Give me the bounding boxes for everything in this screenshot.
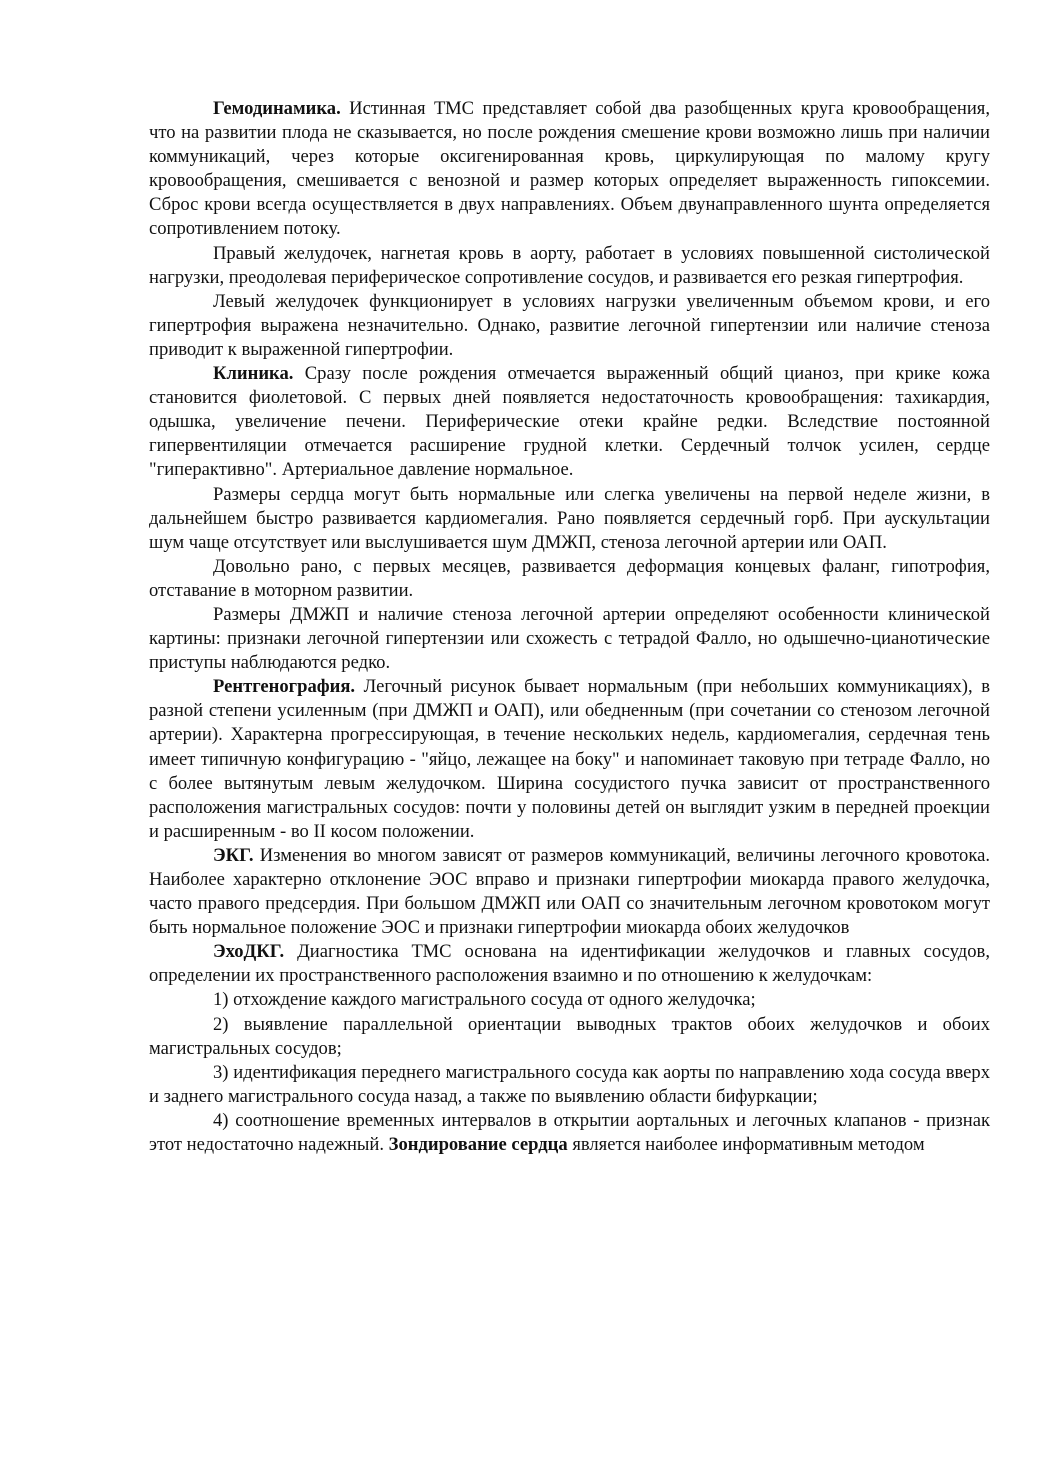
paragraph-text: Изменения во многом зависят от размеров коммуникаций, величины легочного кровотока. Наиболее характерно отклонение ЭОС вправо и признаки гипертрофии миокарда правого желудочка, часто правого предсердия. При большом ДМЖП или ОАП со значительным легочном кровотоком могут быть нормальное положение ЭОС и признаки гипертрофии миокарда обоих желудочков: [149, 844, 990, 939]
paragraph-text: Правый желудочек, нагнетая кровь в аорту, работает в условиях повышенной систолической нагрузки, преодолевая периферическое сопротивление сосудов, и развивается его резкая гипертрофия.: [149, 242, 990, 288]
paragraph-vsd-size: [149, 603, 990, 675]
paragraph-ecg: [149, 844, 990, 940]
paragraph-text: Размеры ДМЖП и наличие стеноза легочной артерии определяют особенности клинической картины: признаки легочной гипертензии или схожесть с тетрадой Фалло, но одышечно-цианотические приступы наблюдаются редко.: [149, 603, 990, 674]
heading-echo: ЭхоДКГ.: [213, 941, 285, 963]
list-item-4: [149, 1109, 990, 1157]
document-page: [149, 97, 990, 1157]
list-item-text: 1) отхождение каждого магистрального сосуда от одного желудочка;: [213, 989, 756, 1011]
inline-bold-cardiac-probing: Зондирование сердца: [388, 1134, 568, 1156]
paragraph-text: Истинная ТМС представляет собой два разобщенных круга кровообращения, что на развитии плода не сказывается, но после рождения смешение крови возможно лишь при наличии коммуникаций, через которые оксигенированная кровь, циркулирующая по малому кругу кровообращения, смешивается с венозной и размер которых определяет выраженность гипоксемии. Сброс крови всегда осуществляется в двух направлениях. Объем двунаправленного шунта определяется сопротивлением потоку.: [149, 98, 990, 240]
paragraph-heart-size: [149, 483, 990, 555]
list-item-3: [149, 1061, 990, 1109]
paragraph-clinic: [149, 362, 990, 482]
heading-clinic: Клиника.: [213, 363, 294, 385]
paragraph-text: Довольно рано, с первых месяцев, развивается деформация концевых фаланг, гипотрофия, отставание в моторном развитии.: [149, 555, 990, 601]
list-item-1: [149, 988, 990, 1012]
paragraph-text: Сразу после рождения отмечается выраженный общий цианоз, при крике кожа становится фиолетовой. С первых дней появляется недостаточность кровообращения: тахикардия, одышка, увеличение печени. Периферические отеки крайне редки. Вследствие постоянной гипервентиляции отмечается расширение грудной клетки. Сердечный толчок усилен, сердце "гиперактивно". Артериальное давление нормальное.: [149, 363, 990, 481]
heading-hemodynamics: Гемодинамика.: [213, 98, 341, 119]
heading-radiography: Рентгенография.: [213, 676, 356, 698]
paragraph-text: Левый желудочек функционирует в условиях нагрузки увеличенным объемом крови, и его гипертрофия выражена незначительно. Однако, развитие легочной гипертензии или наличие стеноза приводит к выраженной гипертрофии.: [149, 290, 990, 360]
paragraph-hemodynamics: [149, 97, 990, 242]
list-item-2: [149, 1013, 990, 1061]
list-item-tail: является наиболее информативным методом: [567, 1134, 925, 1156]
paragraph-text: Легочный рисунок бывает нормальным (при небольших коммуникациях), в разной степени усиленным (при ДМЖП и ОАП), или обедненным (при сочетании со стенозом легочной артерии). Характерна прогрессирующая, в течение нескольких недель, кардиомегалия, сердечная тень имеет типичную конфигурацию - "яйцо, лежащее на боку" и напоминает таковую при тетраде Фалло, но с более вытянутым левым желудочком. Ширина сосудистого пучка зависит от пространственного расположения магистральных сосудов: почти у половины детей он выглядит узким в передней проекции и расширенным - во II косом положении.: [149, 676, 990, 842]
paragraph-radiography: [149, 675, 990, 844]
list-item-text: 2) выявление параллельной ориентации выводных трактов обоих желудочков и обоих магистральных сосудов;: [149, 1013, 990, 1059]
list-item-text: 3) идентификация переднего магистрального сосуда как аорты по направлению хода сосуда вверх и заднего магистрального сосуда назад, а также по выявлению области бифуркации;: [149, 1061, 990, 1107]
paragraph-text: Диагностика ТМС основана на идентификации желудочков и главных сосудов, определении их пространственного расположения взаимно и по отношению к желудочкам:: [149, 941, 990, 987]
paragraph-left-ventricle: [149, 290, 990, 362]
heading-ecg: ЭКГ.: [213, 844, 254, 866]
list-item-text: 4) соотношение временных интервалов в открытии аортальных и легочных клапанов - признак этот недостаточно надежный.: [149, 1109, 990, 1156]
paragraph-text: Размеры сердца могут быть нормальные или слегка увеличены на первой неделе жизни, в дальнейшем быстро развивается кардиомегалия. Рано появляется сердечный горб. При аускультации шум чаще отсутствует или выслушивается шум ДМЖП, стеноза легочной артерии или ОАП.: [149, 483, 990, 553]
paragraph-early-signs: [149, 555, 990, 603]
paragraph-echo: [149, 940, 990, 988]
paragraph-right-ventricle: [149, 242, 990, 290]
